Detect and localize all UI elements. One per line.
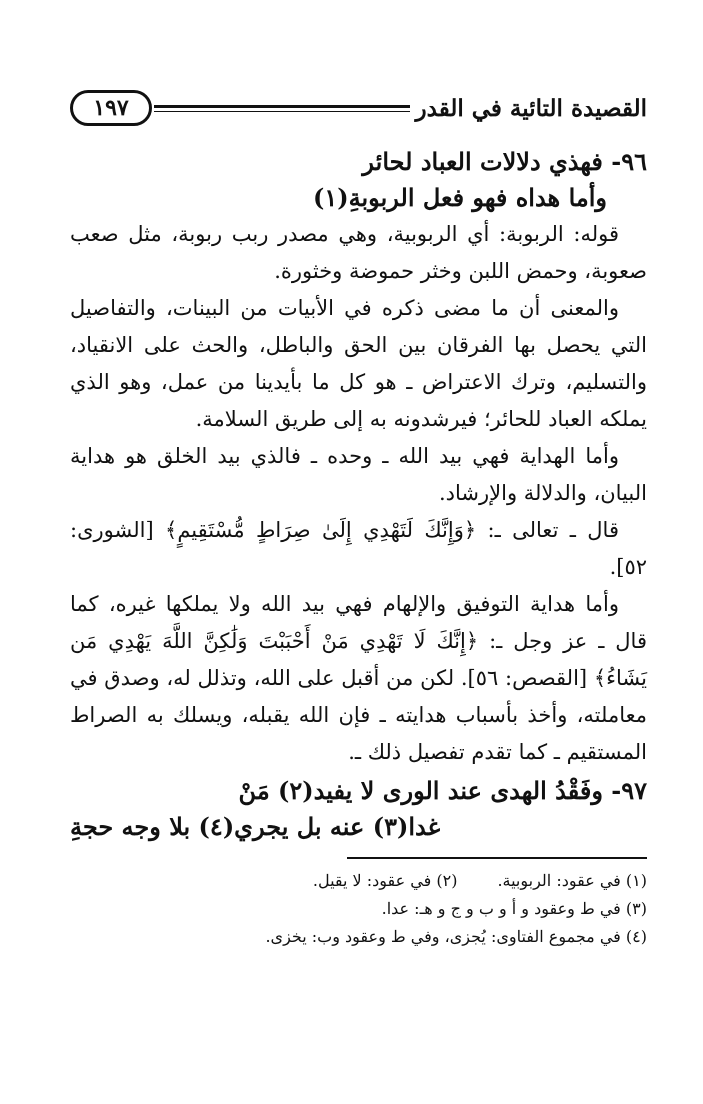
footnote-1: (١) في عقود: الربوبية. [497, 871, 647, 890]
verse-96-line-2: وأما هداه فهو فعل الربوبةِ(١) [313, 183, 607, 212]
header-rule [154, 105, 410, 112]
footnote-2: (٢) في عقود: لا يقيل. [312, 871, 458, 890]
footnote-rule [347, 857, 647, 859]
verse-96-line-1: ٩٦- فهذي دلالات العباد لحائر [362, 147, 647, 176]
running-title: القصيدة التائية في القدر [415, 94, 647, 122]
footnote-3: (٣) في ط وعقود و أ و ب و ج و هـ: عدا. [381, 899, 647, 918]
paragraph-3: وأما الهداية فهي بيد الله ـ وحده ـ فالذي بيد الخلق هو هداية البيان، والدلالة والإرشاد. [70, 444, 647, 505]
verse-96 [70, 144, 647, 216]
verse-97 [70, 773, 647, 845]
paragraph-1: قوله: الربوبة: أي الربوبية، وهي مصدر ربب ربوبة، مثل صعب صعوبة، وحمض اللبن وخثر حموضة وخثورة. [70, 222, 647, 283]
verse-97-line-2: غدا(٣) عنه بل يجري(٤) بلا وجه حجةِ [70, 812, 441, 841]
verse-97-line-1: ٩٧- وفَقْدُ الهدى عند الورى لا يفيد(٢) مَنْ [238, 776, 647, 805]
footnote-row-1 [70, 867, 647, 895]
footnotes [70, 867, 647, 951]
paragraph-2: والمعنى أن ما مضى ذكره في الأبيات من البينات، والتفاصيل التي يحصل بها الفرقان بين الحق والباطل، والحث على الانقياد، والتسليم، وترك الاعتراض ـ هو كل ما بأيدينا من عمل، وهو الذي يملكه العباد للحائر؛ فيرشدونه به إلى طريق السلامة. [70, 296, 647, 431]
page-number: ١٩٧ [70, 90, 152, 126]
footnote-4: (٤) في مجموع الفتاوى: يُجزى، وفي ط وعقود وب: يخزى. [265, 927, 647, 946]
paragraph-4-quran-quote: قال ـ تعالى ـ: ﴿وَإِنَّكَ لَتَهْدِي إِلَىٰ صِرَاطٍ مُّسْتَقِيمٍ﴾ [الشورى: ٥٢]. [70, 518, 647, 579]
running-header [70, 86, 647, 130]
paragraph-5: وأما هداية التوفيق والإلهام فهي بيد الله ولا يملكها غيره، كما قال ـ عز وجل ـ: ﴿إِنَّكَ لَا تَهْدِي مَنْ أَحْبَبْتَ وَلَٰكِنَّ اللَّهَ يَهْدِي مَن يَشَاءُ﴾ [القصص: ٥٦]. لكن من أقبل على الله، وتذلل له، وصدق في معاملته، وأخذ بأسباب هدايته ـ فإن الله يقبله، ويسلك به الصراط المستقيم ـ كما تقدم تفصيل ذلك ـ. [70, 592, 647, 764]
